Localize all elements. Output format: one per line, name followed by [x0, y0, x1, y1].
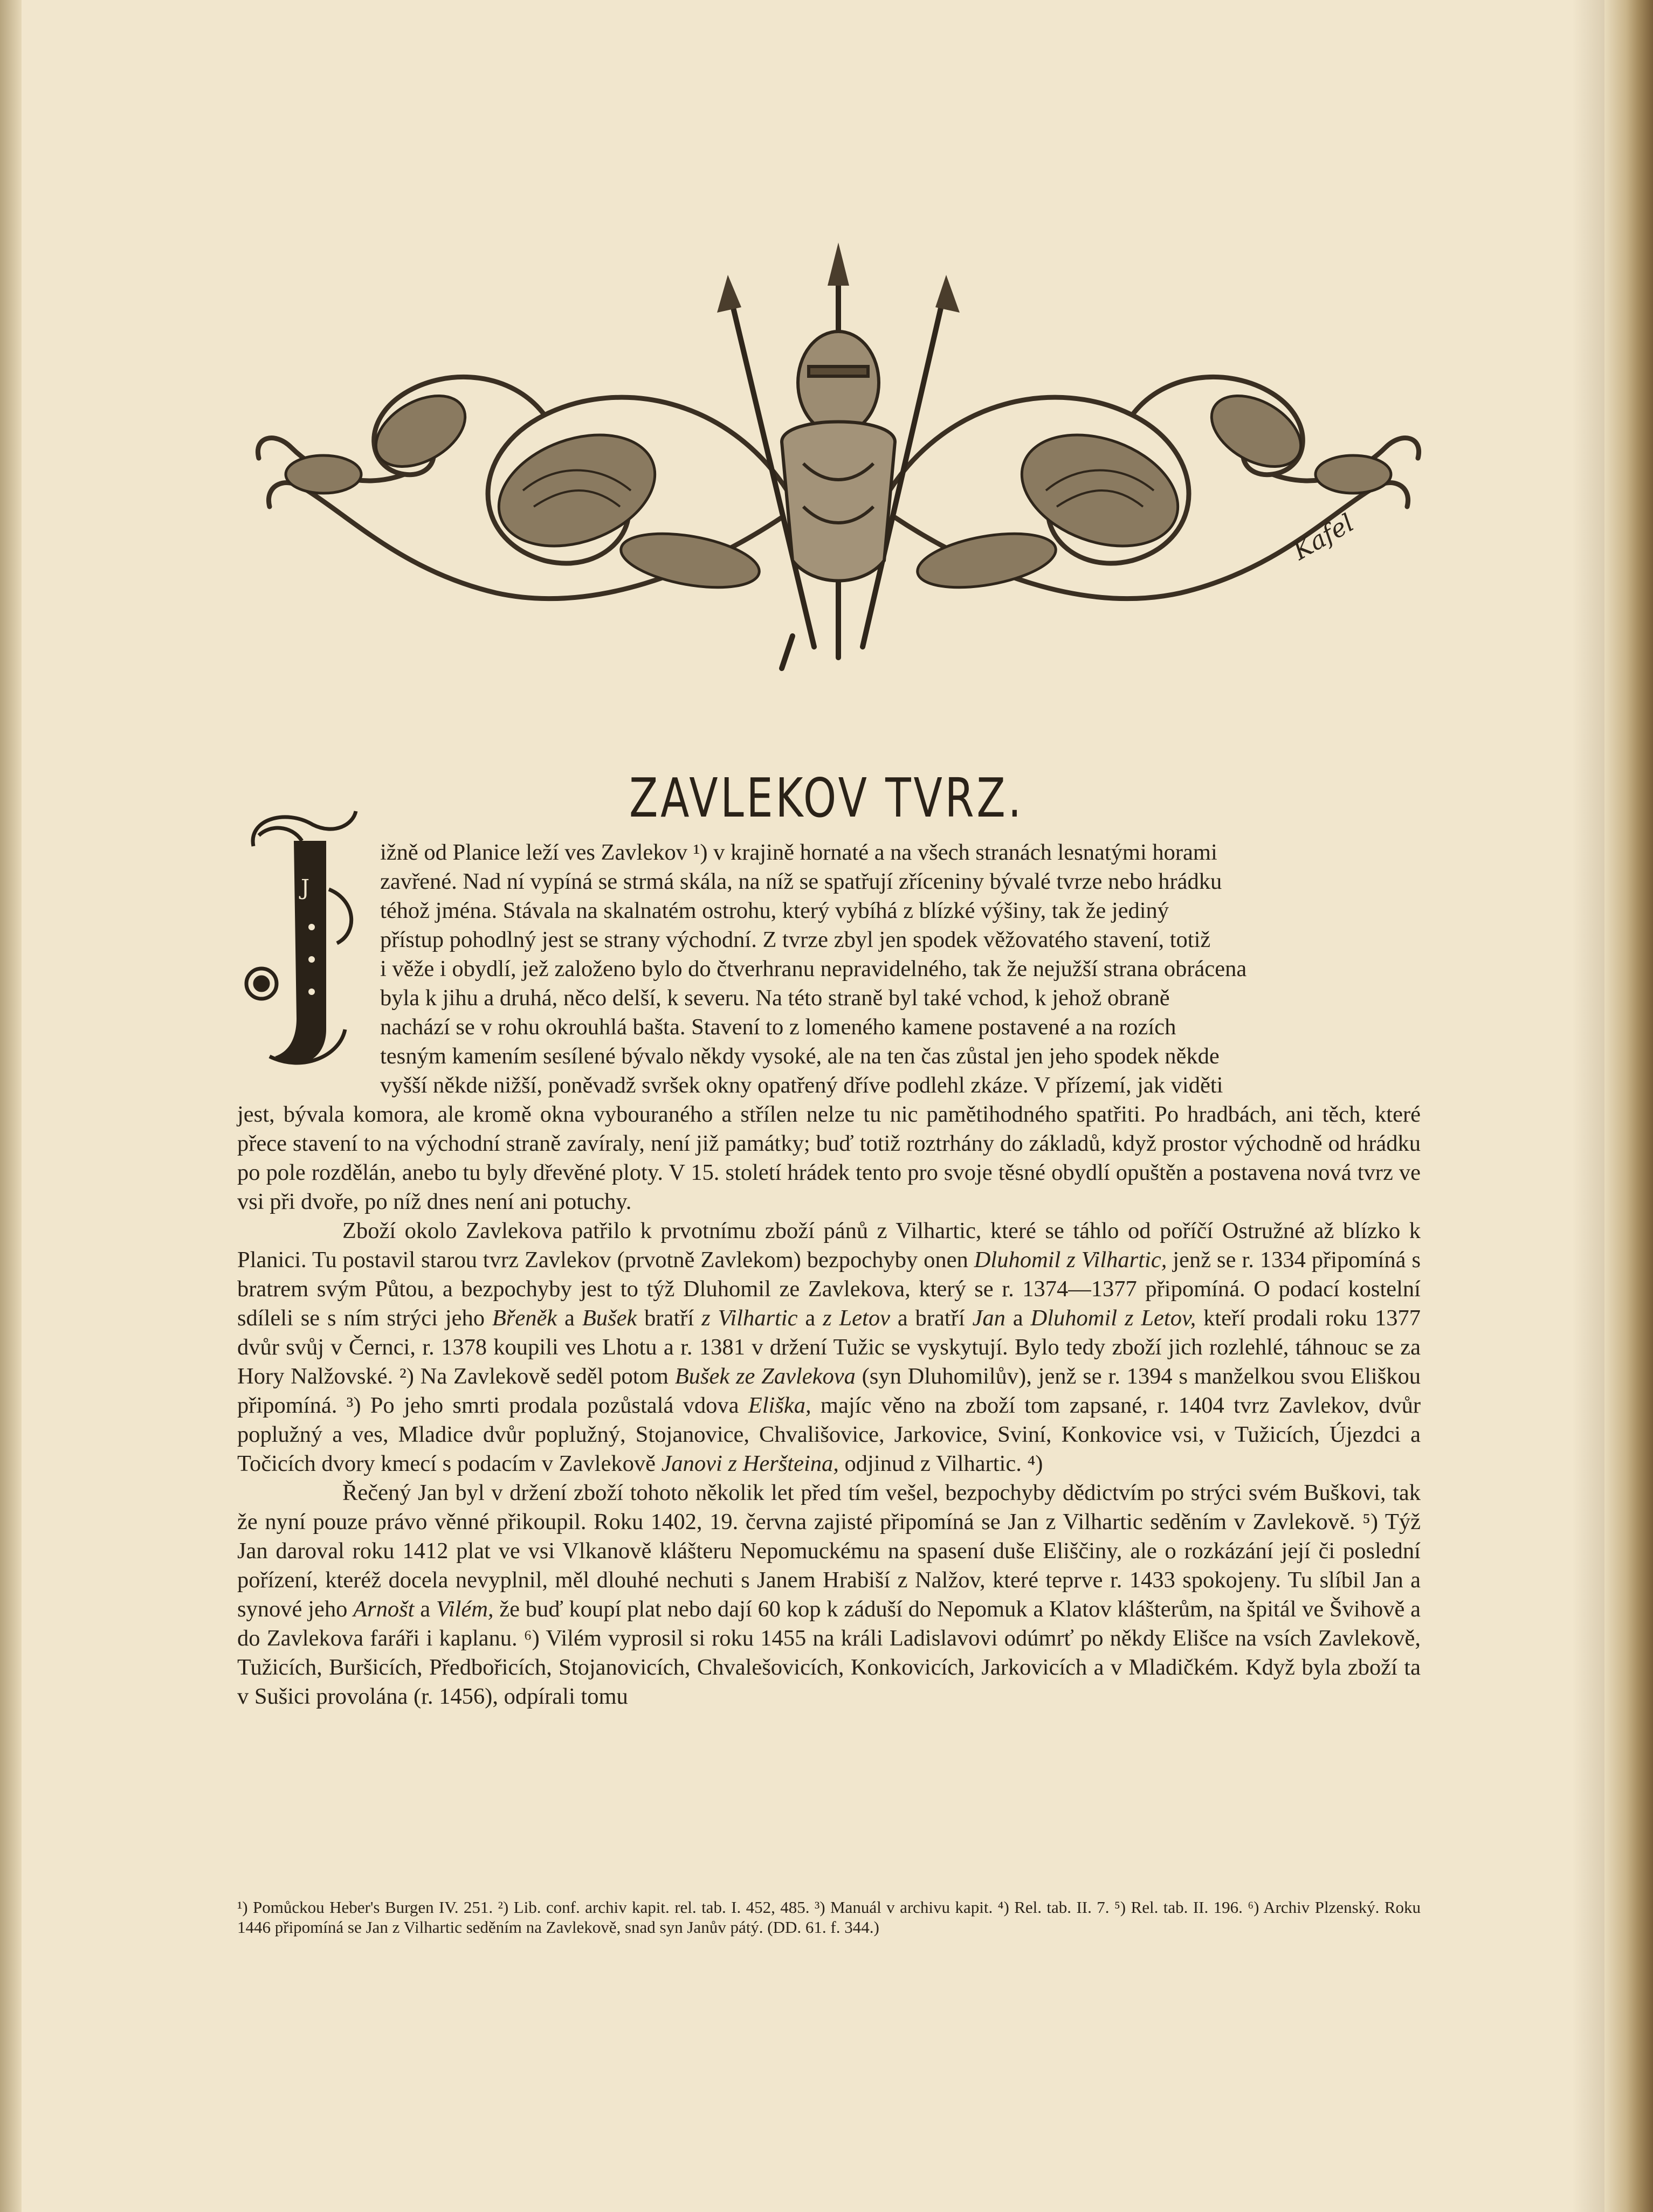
artist-signature: Kafel — [1287, 508, 1359, 566]
italic-name: Arnošt — [353, 1596, 415, 1622]
heraldic-header-ornament — [243, 237, 1434, 685]
italic-name: Janovi z Heršteina, — [661, 1451, 839, 1476]
italic-name: Dluhomil z Letov, — [1030, 1305, 1196, 1331]
wrap-line-7: nachází se v rohu okrouhlá bašta. Stavení to z lomeného kamene postavené a na rozích — [380, 1014, 1176, 1040]
page-shade — [1572, 0, 1604, 2212]
text-run: a — [557, 1305, 582, 1331]
paragraph-3 — [237, 1478, 1421, 1711]
initial-letter: J — [301, 875, 310, 900]
italic-name: Eliška, — [748, 1393, 811, 1418]
footnotes — [237, 1897, 1421, 1937]
wrap-line-3: téhož jména. Stávala na skalnatém ostrohu, který vybíhá z blízké výšiny, tak že jediný — [380, 898, 1169, 923]
text-run: a — [1005, 1305, 1031, 1331]
left-gutter — [0, 0, 22, 2212]
italic-name: Jan — [972, 1305, 1005, 1331]
text-run: že buď koupí plat nebo dají 60 kop k záduší do Nepomuk a Klatov klášterům, na špitál ve Švihově a do Zavlekova faráři i kaplanu. ⁶) Vilém vyprosil si roku 1455 na králi Ladislavovi odúmrť po někdy Elišce na vsích Zavlekově, Tužicích, Buršicích, Předbořicích, Stojanovicích, Chvalešovicích, Konkovicích, Jarkovicích a v Mladičkém. Když byla zboží ta v Sušici provolána (r. 1456), odpírali tomu — [237, 1596, 1421, 1709]
paragraph-1 — [237, 838, 1421, 1216]
page-title: ZAVLEKOV TVRZ. — [629, 766, 1024, 830]
footnote-text: ¹) Pomůckou Heber's Burgen IV. 251. ²) Lib. conf. archiv kapit. rel. tab. I. 452, 485. ³) Manuál v archivu kapit. ⁴) Rel. tab. II. 7. ⁵) Rel. tab. II. 196. ⁶) Archiv Plzenský. Roku 1446 připomíná se Jan z Vilhartic seděním na Zavlekově, snad syn Janův pátý. (DD. 61. f. 344.) — [237, 1898, 1421, 1937]
text-run: Zboží okolo Zavlekova patřilo k prvotnímu zboží pánů z Vilhartic, které se táhlo od poříčí Ostružné až blízko k Planici. Tu postavil starou tvrz Zavlekov (prvotně Zavlekom) bezpochyby onen — [237, 1218, 1421, 1273]
italic-name: Bušek — [582, 1305, 637, 1331]
italic-name: z Letov — [823, 1305, 890, 1331]
text-run: kteří prodali roku 1377 dvůr svůj v Černci, r. 1378 koupili ves Lhotu a r. 1381 v držení Tužic se vyskytují. Bylo tedy zboží jich rozlehlé, táhnouc se za Hory Nalžovské. ²) Na Zavlekově seděl potom — [237, 1305, 1421, 1389]
paragraph-1-rest: jest, bývala komora, ale kromě okna vybouraného a střílen nelze tu nic pamětihodného spatřiti. Po hradbách, ani těch, které přece stavení to na východní straně zavíraly, není již památky; buď totiž roztrhány do základů, když prostor východně od hrádku po pole rozdělán, anebo tu byly dřevěné ploty. V 15. století hrádek tento pro svoje těsné obydlí opuštěn a postavena nová tvrz ve vsi při dvoře, po níž dnes není ani potuchy. — [237, 1102, 1421, 1214]
page-edge — [1604, 0, 1653, 2212]
text-run: majíc věno na zboží tom zapsané, r. 1404 tvrz Zavlekov, dvůr poplužný a ves, Mladice dvůr poplužný, Stojanovice, Chvališovice, Jarkovice, Sviní, Konkovice vsi, v Tužicích, Újezdci a Točicích dvory kmecí s podacím v Zavlekově — [237, 1393, 1421, 1476]
italic-name: Dluhomil z Vilhartic, — [974, 1247, 1167, 1273]
text-run: odjinud z Vilhartic. ⁴) — [838, 1451, 1043, 1476]
text-run: jenž se r. 1334 připomíná s bratrem svým Půtou, a bezpochyby jest to týž Dluhomil ze Zavlekova, který se r. 1374—1377 připomíná. O podací kostelní sdíleli se s ním strýci jeho — [237, 1247, 1421, 1331]
italic-name: Bušek ze Zavlekova — [674, 1364, 856, 1389]
italic-name: z Vilhartic — [701, 1305, 798, 1331]
wrap-line-6: byla k jihu a druhá, něco delší, k severu. Na této straně byl také vchod, k jehož obraně — [380, 985, 1170, 1011]
italic-name: Vilém, — [436, 1596, 494, 1622]
text-run: bratří — [637, 1305, 702, 1331]
text-run: a — [414, 1596, 436, 1622]
paragraph-2 — [237, 1216, 1421, 1478]
text-run: a — [797, 1305, 823, 1331]
text-run: Řečený Jan byl v držení zboží tohoto několik let před tím vešel, bezpochyby dědictvím po strýci svém Buškovi, tak že nyní pouze právo věnné přikoupil. Roku 1402, 19. června zajisté připomíná se Jan z Vilhartic seděním v Zavlekově. ⁵) Týž Jan daroval roku 1412 plat ve vsi Vlkanově klášteru Nepomuckému na spasení duše Eliščiny, ale o rozkázání její či poslední pořízení, kteréž docela nevyplnil, měl dlouhé nechuti s Janem Hrabiší z Nalžov, které teprve r. 1433 spokojeny. Tu slíbil Jan a synové jeho — [237, 1480, 1421, 1622]
article-body — [237, 838, 1421, 1711]
wrap-line-8: tesným kamením sesílené bývalo někdy vysoké, ale na ten čas zůstal jen jeho spodek někde — [380, 1043, 1220, 1069]
wrap-line-1: ižně od Planice leží ves Zavlekov ¹) v krajině hornaté a na všech stranách lesnatými horami — [380, 840, 1217, 865]
wrap-line-5: i věže i obydlí, jež založeno bylo do čtverhranu nepravidelného, tak že nejužší strana obrácena — [380, 956, 1247, 981]
wrap-line-2: zavřené. Nad ní vypíná se strmá skála, na níž se spatřují zříceniny bývalé tvrze nebo hrádku — [380, 869, 1222, 894]
text-run: a bratří — [890, 1305, 973, 1331]
italic-name: Břeněk — [492, 1305, 557, 1331]
text-run: (syn Dluhomilův), jenž se r. 1394 s manželkou svou Eliškou připomíná. ³) Po jeho smrti prodala pozůstalá vdova — [237, 1364, 1421, 1418]
wrap-line-9: vyšší někde nižší, poněvadž svršek okny opatřený dříve podlehl zkáze. V přízemí, jak viděti — [380, 1073, 1223, 1098]
wrap-line-4: přístup pohodlný jest se strany východní. Z tvrze zbyl jen spodek věžovatého stavení, totiž — [380, 927, 1211, 952]
